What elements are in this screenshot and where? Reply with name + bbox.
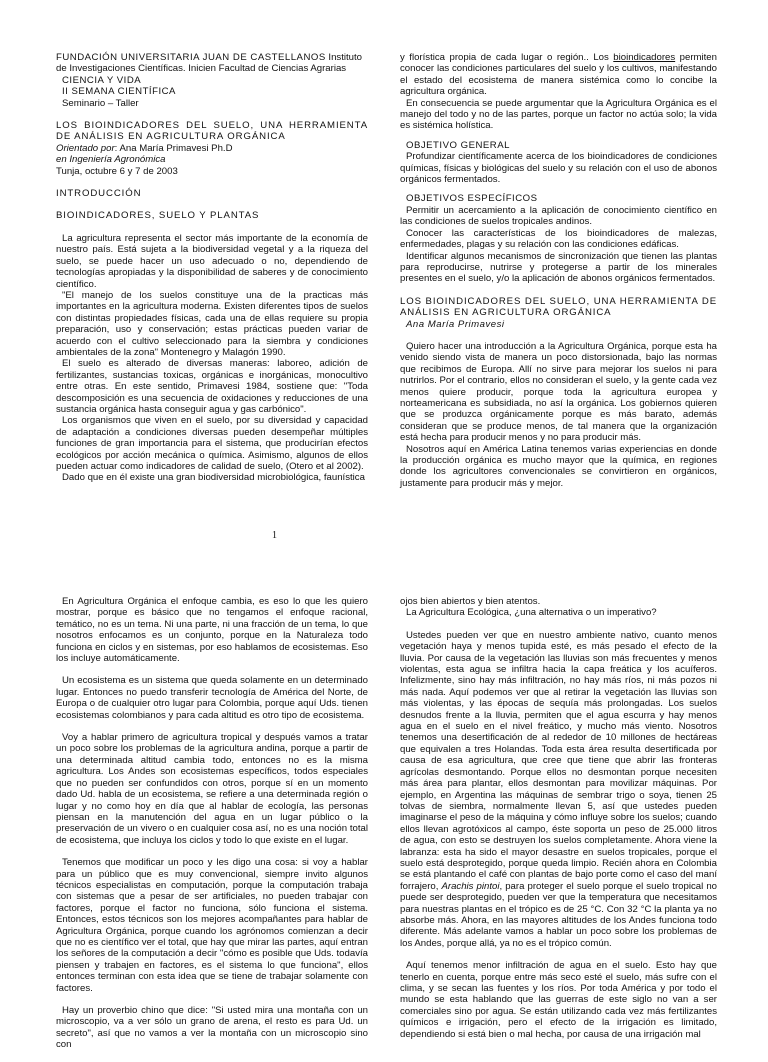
en-rest: Ingeniería Agronómica [66, 154, 166, 166]
section-question: La Agricultura Ecológica, ¿una alternativa o un imperativo? [406, 607, 657, 619]
text-span: , para proteger el suelo porque el suelo tropical no puede ser desprotegido, pueden ver que la temperatura que necesitamos para nuestras plantas en el trópico es de 25 °C. Con 32 °C la planta ya no absorbe más. Ahora, en las mayores altitudes de los Andes funciona todo diferente. Más adelante vamos a hablar un poco sobre los problemas de los Andes, porque allá, ya no es el trópico común. [400, 880, 717, 949]
ciencia-y-vida: CIENCIA Y VIDA [62, 74, 142, 86]
page2-left-column [56, 596, 368, 1062]
seminario-taller: Seminario – Taller [62, 97, 139, 109]
paragraph: Profundizar científicamente acerca de los bioindicadores de condiciones químicas, físicas y biológicas del suelo y su relación con el uso de abonos orgánicos fermentados. [400, 151, 717, 186]
paragraph: Un ecosistema es un sistema que queda solamente en un determinado lugar. Entonces no puedo transferir tecnología de América del Norte, de Europa o de cualquier otro lugar para Colombia, porque aquí Uds. tienen ecosistemas colombianos y para cada altitud es otro tipo de ecosistema. [56, 675, 368, 721]
objetivos-especificos-heading: OBJETIVOS ESPECÍFICOS [406, 193, 538, 205]
page-number: 1 [272, 530, 277, 541]
species-name: Arachis pintoi [441, 880, 500, 892]
intro-heading: INTRODUCCIÓN [56, 188, 142, 200]
paragraph: Hay un proverbio chino que dice: "Si usted mira una montaña con un microscopio, va a ver sólo un grano de arena, el resto es para Ud. un secreto", así que no vamos a ver la montaña con un microscopio sino con [56, 1005, 368, 1051]
page2-right-column [400, 596, 717, 1051]
orientado-rest: : Ana María Primavesi Ph.D [114, 142, 233, 154]
paragraph: El suelo es alterado de diversas maneras: laboreo, adición de fertilizantes, sustancias toxicas, orgánicas e inorgánicas, monocultivo entre otras. En este sentido, Primavesi 1984, sostiene que: "Toda descomposición es una secuencia de oxidaciones y reducciones de una sustancia orgánica hasta conseguir agua y gas carbónico". [56, 358, 368, 415]
semana-cientifica: II SEMANA CIENTÍFICA [62, 86, 176, 98]
orientado-line [56, 143, 368, 154]
paragraph [400, 596, 717, 619]
bioindicadores-link[interactable]: bioindicadores [613, 52, 676, 63]
section-title: LOS BIOINDICADORES DEL SUELO, UNA HERRAMIENTA DE ANÁLISIS EN AGRICULTURA ORGÁNICA [400, 295, 717, 319]
text-span: Ustedes pueden ver que en nuestro ambiente nativo, cuanto menos vegetación haya y menos tupida esté, es más pesado el efecto de la lluvia. Por causa de la vegetación las lluvias son más frecuentes y menos violentas, esta agua se infiltra hacia la capa freática y los acuíferos. Infelizmente, sino hay más infiltración, no hay más ríos, ni más pozos ni más nada. Aquí podemos ver que al retirar la vegetación las lluvias son más violentas, y las épocas de sequía más prolongadas. Los suelos desnudos frente a la lluvia, permiten que el agua escurra y hay menos agua en el suelo en el nivel freático, y mucho más viento. Nosotros tenemos una desertificación de al rededor de 10 millones de hectáreas que equivalen a tres Holandas. Toda esta área resulta desertificada por causa de esa agricultura, que cree que tiene que abrir las fronteras agrícolas desmontando. Porque ellos no desmontan porque necesiten más área para plantar, ellos desmontan para movilizar máquinas. Por ejemplo, en Argentina las máquinas de sembrar trigo o soya, tienen 25 tolvas de siembra, normalmente llevan 5, así que ustedes pueden imaginarse el peso de la máquina y cómo influye sobre los suelos; cuando ellos llevan agrotóxicos al campo, éste soporta un peso de 25.000 litros de agua, con esto se destruyen los suelos completamente. Ahora viene la labranza: esta ha sido el mayor desastre en suelos tropicales, porque el suelo está desprotegido, porque queda limpio. Recién ahora en Colombia se está plantando el café con plantas de bajo porte como el caso del maní forrajero, [400, 629, 717, 892]
institution-name: FUNDACIÓN UNIVERSITARIA JUAN DE CASTELLANOS [56, 52, 326, 63]
paragraph: Tenemos que modificar un poco y les digo una cosa: si voy a hablar para un público que es muy convencional, siempre invito algunos técnicos especialistas en computación, porque la computación trabaja con sistemas que a pesar de ser artificiales, no pueden trabajar con factores, porque el factor no funciona, sólo funciona el sistema. Entonces, estos técnicos son los mejores acompañantes para hablar de Agricultura Orgánica, porque cuando los agrónomos comienzan a decir que no es científico ver el total, que hay que mirar las partes, aquí entran los señores de la computación a decir "cómo es posible que Uds. todavía piensen y trabajen en factores, es el sistema lo que funciona", ellos entonces terminan con esta idea que se tiene de trabajar solamente con factores. [56, 857, 368, 994]
paragraph: "El manejo de los suelos constituye una de la practicas más importantes en la agricultura moderna. Existen diferentes tipos de suelos con distintas propiedades físicas, cada una de ellas requiere su propia preparación, uso y conservación; estas prácticas pueden variar de acuerdo con el cultivo seleccionado para la siembra y condiciones ambientales de la zona" Montenegro y Malagón 1990. [56, 289, 368, 358]
page-separator [0, 560, 768, 580]
paragraph: Quiero hacer una introducción a la Agricultura Orgánica, porque esta ha venido siendo vista de manera un poco distorsionada, bajo las normas que recibimos de Europa. Allí no sirve para mejorar los suelos ni para nutrirlos. Por el contrario, ellos no consideran el suelo, y la gente cada vez menos quiere producir, porque toda la agricultura europea y norteamericana es subsidiada, no así la orgánica. Los gobiernos quieren que se produzca orgánicamente porque es más barato, además consideran que se produce menos, de tal manera que la organización está hecha para producir menos y no para producir más. [400, 340, 717, 444]
paragraph [400, 630, 717, 949]
institution-rest: Instituto de Investigaciones Científicas. Inicien Facultad de Ciencias Agrarias [56, 52, 363, 75]
paragraph [400, 52, 717, 98]
text-span: permiten conocer las condiciones particulares del suelo y los cultivos, manifestando el estado del ecosistema de manera sistémica como lo concibe la agricultura orgánica. [400, 52, 717, 98]
text-span: y florística propia de cada lugar o región.. Los [400, 52, 614, 63]
paragraph: Dado que en él existe una gran biodiversidad microbiológica, faunística [62, 472, 365, 484]
text-span: ojos bien abiertos y bien atentos. [400, 596, 541, 607]
institution-header [56, 52, 368, 75]
objetivo-general-heading: OBJETIVO GENERAL [406, 139, 510, 151]
sub-heading: BIOINDICADORES, SUELO Y PLANTAS [56, 210, 260, 222]
document-title: LOS BIOINDICADORES DEL SUELO, UNA HERRAMIENTA DE ANÁLISIS EN AGRICULTURA ORGÁNICA [56, 120, 368, 143]
paragraph: Nosotros aquí en América Latina tenemos varias experiencias en donde la producción orgánica es mucho mayor que la química, en regiones donde los agricultores convencionales se convirtieron en orgánicos, justamente para producir más y mejor. [400, 443, 717, 489]
paragraph: Identificar algunos mecanismos de sincronización que tienen las plantas para reproducirse, nutrirse y protegerse a partir de los minerales presentes en el suelo, y/o la aplicación de abonos orgánicos fermentados. [400, 250, 717, 285]
author-name: Ana María Primavesi [406, 318, 505, 330]
en-line [56, 154, 368, 165]
page1-left-column [56, 52, 368, 484]
paragraph: En Agricultura Orgánica el enfoque cambia, es eso lo que les quiero mostrar, porque es básico que no tengamos el enfoque racional, temático, no es un tema. Ni una parte, ni una fracción de un tema, lo que nosotros enfocamos es un conjunto, porque en la Naturaleza todo funciona en ciclos y en sistemas, por eso hablamos de ecosistemas. Eso los incluye automáticamente. [56, 596, 368, 665]
date-line: Tunja, octubre 6 y 7 de 2003 [56, 165, 178, 177]
orientado-label: Orientado por [56, 142, 115, 154]
paragraph: Conocer las características de los bioindicadores de malezas, enfermedades, plagas y su relación con las condiciones edáficas. [400, 227, 717, 251]
paragraph: En consecuencia se puede argumentar que la Agricultura Orgánica es el manejo del todo y no de las partes, porque un factor no actúa solo; la vida es sistémica holística. [400, 97, 717, 132]
page1-right-column [400, 52, 717, 489]
paragraph: La agricultura representa el sector más importante de la economía de nuestro país. Está sujeta a la biodiversidad vegetal y a la riqueza del suelo, se puede hacer un uso adecuado o no, dependiendo de tecnologías apropiadas y la disponibilidad de saberes y de conocimiento científico. [56, 232, 368, 290]
paragraph: Los organismos que viven en el suelo, por su diversidad y capacidad de adaptación a condiciones diversas pueden desempeñar múltiples funciones de gran importancia para el sistema, que producirían efectos ecológicos por acción mecánica o química. Asimismo, algunos de ellos pueden actuar como indicadores de calidad de suelo, (Otero et al 2002). [56, 415, 368, 472]
paragraph: Permitir un acercamiento a la aplicación de conocimiento científico en las condiciones de suelos tropicales andinos. [400, 204, 717, 228]
document-page-2 [0, 580, 768, 1051]
paragraph: Voy a hablar primero de agricultura tropical y después vamos a tratar un poco sobre los problemas de la agricultura andina, porque a partir de una determinada altitud cambia todo, entonces no es la misma agricultura. Los Andes son ecosistemas específicos, todos especiales que no pueden ser confundidos con otros, porque sí en un momento dado Ud. habla de un ecosistema, se refiere a una determinada región o lugar y no como hoy en día que al hablar de ecología, las personas piensan en la manutención del agua en un lugar público o la preservación de un vivero o en cualquier cosa así, no es una noción total de ecosistema, que incluya los ciclos y todo lo que existe en el lugar. [56, 732, 368, 846]
paragraph: Aquí tenemos menor infiltración de agua en el suelo. Esto hay que tenerlo en cuenta, porque entre más seco esté el suelo, más sufre con el clima, y se secan las fuentes y los ríos. Por toda América y por todo el mundo se esta hablando que las guerras de este siglo no van a ser comerciales sino por agua. Se están utilizando cada vez más fertilizantes químicos e irrigación, pero el efecto de la irrigación es limitado, dependiendo si está bien o mal hecha, por causa de una irrigación mal [400, 960, 717, 1040]
en-label: en [56, 154, 67, 166]
